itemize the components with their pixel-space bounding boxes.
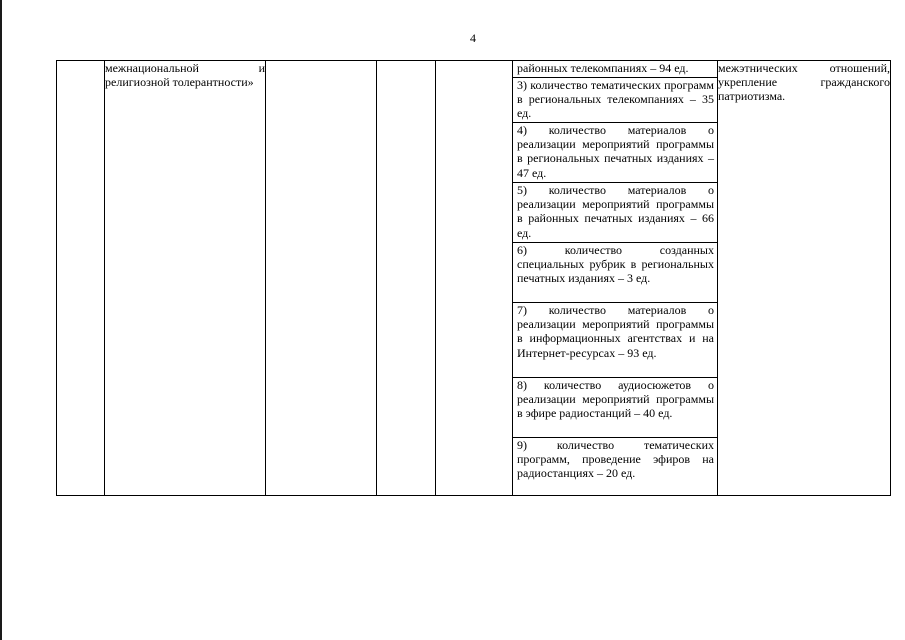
cell-indicators <box>513 61 718 496</box>
cell-program-name <box>105 61 266 496</box>
indicator-item: 4) количество материалов о реализации мероприятий программы в региональных печатных изданиях – 47 ед. <box>513 122 717 182</box>
indicator-item: районных телекомпаниях – 94 ед. <box>517 61 689 75</box>
indicator-item: 9) количество тематических программ, проведение эфиров на радиостанциях – 20 ед. <box>513 437 717 482</box>
cell-empty-3 <box>266 61 377 496</box>
indicator-item: 8) количество аудиосюжетов о реализации мероприятий программы в эфире радиостанций – 40 ед. <box>513 377 717 437</box>
indicator-item: 6) количество созданных специальных рубрик в региональных печатных изданиях – 3 ед. <box>513 242 717 302</box>
indicator-item: 5) количество материалов о реализации мероприятий программы в районных печатных изданиях – 66 ед. <box>513 182 717 242</box>
cell-empty-5 <box>436 61 513 496</box>
cell-empty-4 <box>377 61 436 496</box>
cell-expected-result <box>718 61 891 496</box>
table-row <box>57 61 891 496</box>
indicator-item: 3) количество тематических программ в региональных телекомпаниях – 35 ед. <box>513 77 717 122</box>
page-number: 4 <box>470 31 476 45</box>
indicator-item: 7) количество материалов о реализации мероприятий программы в информационных агентствах и на Интернет-ресурсах – 93 ед. <box>513 302 717 377</box>
program-table <box>56 60 891 496</box>
cell-number <box>57 61 105 496</box>
expected-result-text: межэтнических отношений, укрепление гражданского патриотизма. <box>718 61 890 104</box>
scan-edge-line <box>0 0 2 640</box>
program-name-text: межнациональной и религиозной толерантности» <box>105 61 265 90</box>
